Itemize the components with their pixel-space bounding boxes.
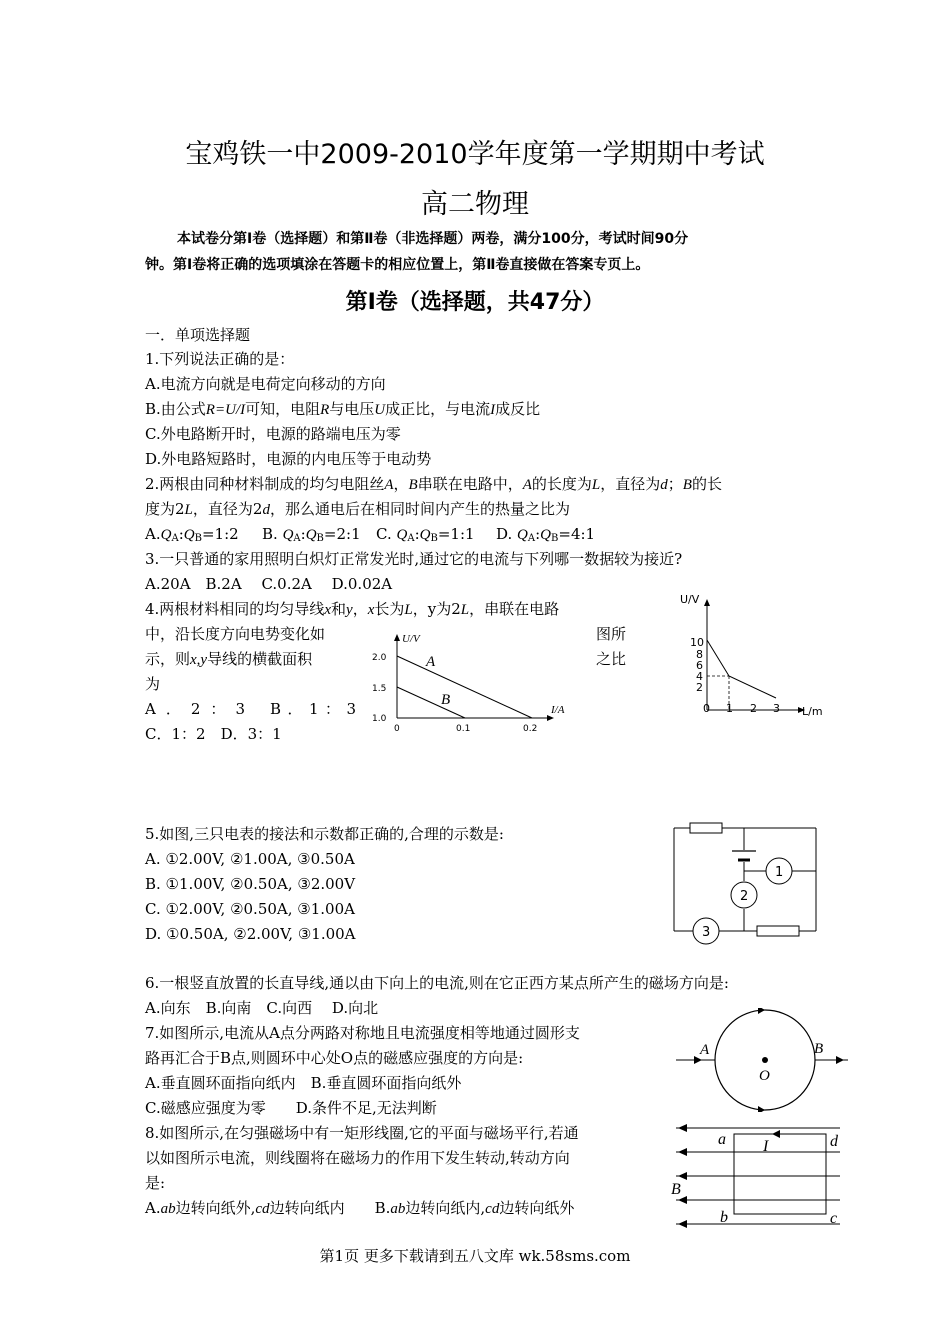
page-footer: 第1页 更多下载请到五八文库 wk.58sms.com [319, 1247, 631, 1265]
y-tick-6: 6 [696, 659, 703, 672]
x-tick-0: 0 [703, 702, 710, 715]
meter-3-label: 3 [702, 925, 711, 940]
q2-option-d: D. $Q_A:Q_B=4:1$ [496, 525, 596, 544]
field-arrow-3 [678, 1172, 687, 1180]
x-tick-0: 0 [394, 724, 400, 734]
q8-stem-line-1: 8.如图所示,在匀强磁场中有一矩形线圈,它的平面与磁场平行,若通 [145, 1124, 579, 1142]
line-b-label: B [441, 692, 451, 708]
x-tick-1: 1 [726, 702, 733, 715]
y-axis-arrow [394, 634, 400, 641]
circuit-diagram [666, 818, 826, 946]
q8-stem-line-2: 以如图所示电流，则线圈将在磁场力的作用下发生转动,转动方向 [145, 1149, 570, 1167]
q5-option-b: B. ①1.00V, ②0.50A, ③2.00V [145, 875, 356, 893]
q7-stem-line-1: 7.如图所示,电流从A点分两路对称地且电流强度相等地通过圆形支 [145, 1024, 580, 1042]
y-tick-4: 4 [696, 670, 703, 683]
q4-stem-line-4: 为 [145, 675, 161, 693]
y-tick-8: 8 [696, 648, 703, 661]
rectangular-coil [734, 1134, 826, 1214]
x-axis-label: L/m [802, 705, 823, 718]
q1-option-d: D.外电路短路时，电源的内电压等于电动势 [145, 450, 432, 468]
coil-magnetic-field-diagram [668, 1118, 848, 1230]
instructions-line-2: 钟。第Ⅰ卷将正确的选项填涂在答题卡的相应位置上，第Ⅱ卷直接做在答案专页上。 [145, 257, 650, 273]
y-tick-1-0: 1.0 [372, 714, 387, 724]
field-arrow-5 [678, 1220, 687, 1228]
x-tick-3: 3 [773, 702, 780, 715]
point-b-label: B [814, 1041, 824, 1057]
q3-options: A.20A B.2A C.0.2A D.0.02A [145, 575, 393, 593]
corner-c-label: c [830, 1210, 838, 1227]
q1-option-a: A.电流方向就是电荷定向移动的方向 [145, 375, 386, 393]
y-tick-2-0: 2.0 [372, 653, 387, 663]
y-axis-arrow [704, 599, 710, 606]
potential-curve [707, 640, 776, 698]
q4-options-cd: C．1：2 D．3：1 [145, 725, 282, 743]
q2-option-b: B. $Q_A:Q_B=2:1$ [262, 525, 361, 544]
q1-option-b: B.由公式R=U/I可知，电阻R与电压U成正比，与电流I成反比 [145, 400, 541, 418]
q2-stem-line-1: 2.两根由同种材料制成的均匀电阻丝A，B串联在电路中，A的长度为L，直径为d；B的长 [145, 475, 722, 493]
voltage-current-graph [366, 624, 582, 742]
subject-title: 高二物理 [421, 189, 529, 220]
corner-d-label: d [830, 1133, 838, 1150]
meter-1-label: 1 [775, 865, 784, 880]
q8-stem-line-3: 是: [145, 1174, 166, 1192]
q5-option-a: A. ①2.00V, ②1.00A, ③0.50A [145, 850, 355, 868]
resistor-bottom [757, 926, 799, 936]
instructions-line-1: 本试卷分第Ⅰ卷（选择题）和第Ⅱ卷（非选择题）两卷，满分100分，考试时间90分 [177, 231, 689, 247]
q4-stem-line-2-left: 中，沿长度方向电势变化如 [145, 625, 326, 643]
q6-options: A.向东 B.向南 C.向西 D.向北 [145, 999, 379, 1017]
current-arrow [772, 1130, 780, 1138]
x-tick-0-1: 0.1 [456, 724, 471, 734]
potential-length-graph [672, 588, 837, 723]
current-label: I [763, 1138, 769, 1155]
q4-stem-line-2-right: 图所 [596, 625, 627, 643]
q5-stem: 5.如图,三只电表的接法和示数都正确的,合理的示数是: [145, 825, 504, 843]
q2-stem-line-2: 度为2L，直径为2d，那么通电后在相同时间内产生的热量之比为 [145, 500, 570, 518]
q3-stem: 3.一只普通的家用照明白炽灯正常发光时,通过它的电流与下列哪一数据较为接近? [145, 550, 683, 568]
y-axis-label: U/V [402, 633, 420, 645]
point-a-label: A [700, 1042, 710, 1058]
resistor-top [690, 823, 722, 833]
line-b [397, 687, 465, 718]
x-tick-2: 2 [750, 702, 757, 715]
exam-instructions [145, 226, 810, 278]
exam-title: 宝鸡铁一中2009-2010学年度第一学期期中考试 [185, 139, 765, 170]
field-arrow-2 [678, 1148, 687, 1156]
ring-current-diagram [672, 1008, 850, 1112]
point-o-label: O [759, 1068, 770, 1084]
q4-stem-line-3-right: 之比 [596, 650, 627, 668]
y-tick-10: 10 [690, 636, 704, 649]
center-point [762, 1057, 768, 1063]
meter-2-label: 2 [740, 889, 749, 904]
y-tick-2: 2 [696, 681, 703, 694]
y-axis-label: U/V [680, 593, 700, 606]
y-tick-1-5: 1.5 [372, 684, 387, 694]
q2-option-c: C. $Q_A:Q_B=1:1$ [376, 525, 475, 544]
q5-option-d: D. ①0.50A, ②2.00V, ③1.00A [145, 925, 356, 943]
line-a [397, 656, 532, 718]
part-heading: 一．单项选择题 [145, 326, 251, 344]
ring-bottom-arrow [758, 1106, 765, 1112]
q6-stem: 6.一根竖直放置的长直导线,通以由下向上的电流,则在它正西方某点所产生的磁场方向是: [145, 974, 729, 992]
q4-stem-line-1: 4.两根材料相同的均匀导线x和y，x长为L，y为2L，串联在电路 [145, 600, 560, 618]
field-label: B [671, 1181, 681, 1198]
corner-a-label: a [718, 1131, 726, 1148]
q4-option-b: B．1：3 [270, 700, 356, 718]
q1-option-c: C.外电路断开时，电源的路端电压为零 [145, 425, 401, 443]
ring-top-arrow [758, 1008, 765, 1014]
q4-option-a: A．2：3 [145, 700, 245, 718]
corner-b-label: b [720, 1209, 728, 1226]
q7-stem-line-2: 路再汇合于B点,则圆环中心处O点的磁感应强度的方向是: [145, 1049, 524, 1067]
q1-stem: 1.下列说法正确的是： [145, 350, 295, 368]
lead-b-arrow [836, 1056, 844, 1064]
x-axis-label: I/A [551, 704, 565, 716]
q5-option-c: C. ①2.00V, ②0.50A, ③1.00A [145, 900, 355, 918]
q2-option-a: $A.Q_A:Q_B=1:2$ [145, 525, 239, 544]
line-a-label: A [426, 654, 436, 670]
section-heading: 第Ⅰ卷（选择题，共47分） [345, 290, 605, 315]
x-tick-0-2: 0.2 [523, 724, 538, 734]
q4-stem-line-3-left: 示，则x,y导线的横截面积 [145, 650, 313, 668]
q7-options-ab: A.垂直圆环面指向纸内 B.垂直圆环面指向纸外 [145, 1074, 462, 1092]
q8-options: A.ab边转向纸外,cd边转向纸内 B.ab边转向纸内,cd边转向纸外 [145, 1199, 575, 1217]
field-arrow-1 [678, 1124, 687, 1132]
q7-options-cd: C.磁感应强度为零 D.条件不足,无法判断 [145, 1099, 437, 1117]
